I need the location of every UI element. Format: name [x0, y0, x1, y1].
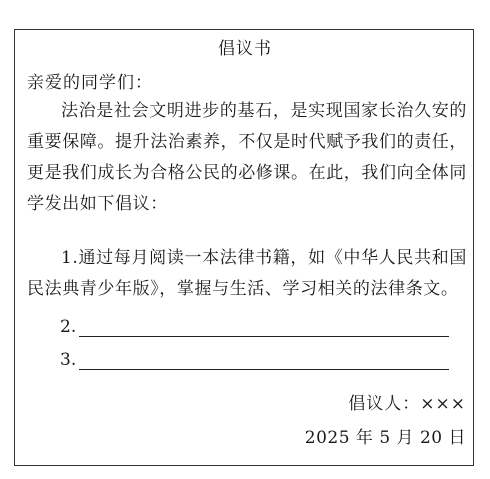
proposal-item-2 — [60, 317, 449, 337]
proposal-item-2-blank[interactable] — [79, 319, 449, 337]
proposal-item-3-number: 3. — [60, 350, 77, 370]
body-paragraph — [27, 96, 467, 220]
proposal-item-1-text: 1.通过每月阅读一本法律书籍，如《中华人民共和国民法典青少年版》，掌握与生活、学习相关的法律条文。 — [27, 248, 467, 299]
signer: 倡议人：××× — [348, 394, 466, 414]
proposal-item-2-number: 2. — [60, 317, 77, 337]
salutation: 亲爱的同学们： — [27, 73, 153, 93]
document-date: 2025 年 5 月 20 日 — [304, 428, 466, 448]
document-title: 倡议书 — [218, 39, 272, 59]
proposal-item-3 — [60, 350, 449, 370]
proposal-item-1 — [27, 243, 467, 305]
proposal-item-3-blank[interactable] — [79, 352, 449, 370]
body-paragraph-text: 法治是社会文明进步的基石，是实现国家长治久安的重要保障。提升法治素养，不仅是时代赋予我们的责任，更是我们成长为合格公民的必修课。在此，我们向全体同学发出如下倡议： — [27, 101, 467, 214]
